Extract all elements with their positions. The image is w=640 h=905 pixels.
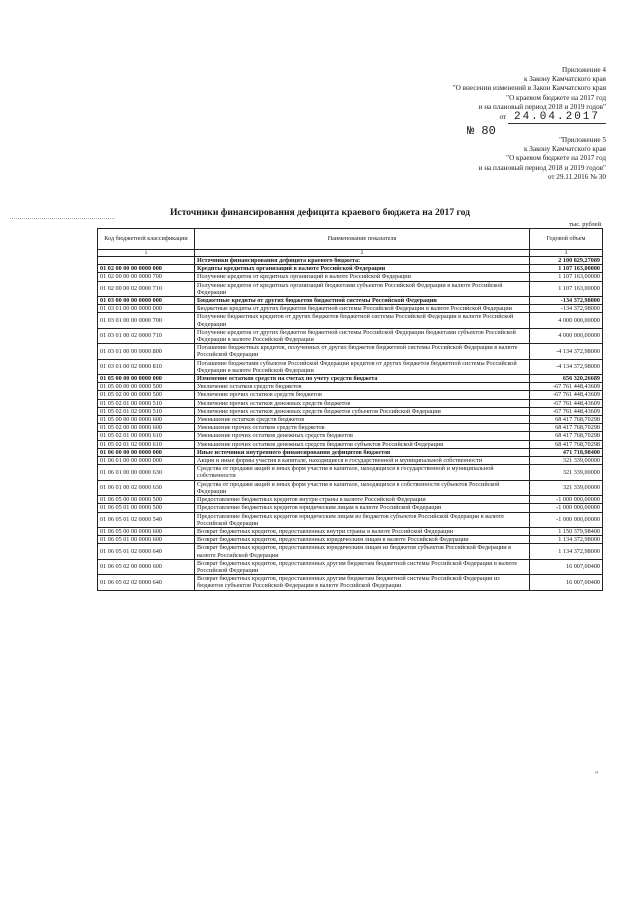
cell-name: Получение кредитов от других бюджетов бюджетной системы Российской Федерации бюджетами субъектов Российской Федерации в валюте Российской Федерации <box>195 328 530 343</box>
table-row <box>98 504 603 512</box>
appendix-5-line: и на плановый период 2018 и 2019 годов" <box>478 163 606 172</box>
cell-name: Погашение бюджетных кредитов, полученных от других бюджетов бюджетной системы Российской Федерации в валюте Российской Федерации <box>195 344 530 359</box>
table-row <box>98 575 603 590</box>
cell-name: Погашение бюджетами субъектов Российской Федерации кредитов от других бюджетов бюджетной системы Российской Федерации в валюте Российской Федерации <box>195 359 530 374</box>
cell-code: 01 02 00 00 00 0000 000 <box>98 265 195 273</box>
cell-code: 01 06 05 02 00 0000 600 <box>98 559 195 574</box>
cell-value: 1 107 163,00000 <box>530 273 603 281</box>
cell-value: -67 761 448,43609 <box>530 391 603 399</box>
cell-value: 68 417 768,70298 <box>530 440 603 448</box>
cell-code: 01 03 01 00 00 0000 000 <box>98 305 195 313</box>
document-title: Источники финансирования дефицита краевого бюджета на 2017 год <box>169 207 471 218</box>
cell-code: 01 03 01 00 02 0000 810 <box>98 359 195 374</box>
cell-code: 01 06 01 00 00 0000 000 <box>98 457 195 465</box>
cell-name: Возврат бюджетных кредитов, предоставленных другим бюджетам бюджетной системы Российской Федерации из бюджетов субъектов Российской Федерации в валюте Российской Федерации <box>195 575 530 590</box>
cell-value: -134 372,98000 <box>530 297 603 305</box>
table-row <box>98 496 603 504</box>
appendix-4-line: и на плановый период 2018 и 2019 годов" <box>478 102 606 111</box>
table-row <box>98 328 603 343</box>
cell-name: Увеличение прочих остатков денежных средств бюджетов субъектов Российской Федерации <box>195 407 530 415</box>
cell-value: 1 134 372,98000 <box>530 536 603 544</box>
cell-value: 1 107 163,00000 <box>530 281 603 296</box>
appendix-5-header <box>479 136 606 182</box>
table-row <box>98 512 603 527</box>
sources-table <box>97 228 603 591</box>
cell-value: 1 107 163,00000 <box>530 265 603 273</box>
column-header-name: Наименование показателя <box>195 229 530 250</box>
scan-artifact-line <box>10 218 115 219</box>
table-row <box>98 559 603 574</box>
table-row <box>98 383 603 391</box>
cell-name: Бюджетные кредиты от других бюджетов бюджетной системы Российской Федерации в валюте Российской Федерации <box>195 305 530 313</box>
cell-value: 68 417 768,70298 <box>530 424 603 432</box>
appendix-5-line: "Приложение 5 <box>559 136 606 144</box>
cell-code: 01 05 00 00 00 0000 600 <box>98 416 195 424</box>
table-row <box>98 480 603 495</box>
table-row <box>98 359 603 374</box>
cell-name: Возврат бюджетных кредитов, предоставленных внутри страны в валюте Российской Федерации <box>195 527 530 535</box>
cell-name: Изменение остатков средств на счетах по учету средств бюджета <box>195 375 530 383</box>
table-row <box>98 265 603 273</box>
column-header-code: Код бюджетной классификации <box>98 229 195 250</box>
table-row <box>98 440 603 448</box>
cell-value: 321 339,00000 <box>530 457 603 465</box>
cell-code: 01 05 02 01 02 0000 510 <box>98 407 195 415</box>
cell-value: 656 320,26689 <box>530 375 603 383</box>
law-date-value: 24.04.2017 <box>508 111 606 124</box>
cell-code: 01 06 05 01 02 0000 540 <box>98 512 195 527</box>
cell-code: 01 05 00 00 00 0000 500 <box>98 383 195 391</box>
cell-value: 1 134 372,98000 <box>530 544 603 559</box>
table-row <box>98 457 603 465</box>
cell-value: -1 000 000,00000 <box>530 512 603 527</box>
cell-code: 01 05 02 01 00 0000 510 <box>98 399 195 407</box>
law-number: № 80 <box>467 124 496 138</box>
table-row <box>98 527 603 535</box>
table-row <box>98 305 603 313</box>
cell-name: Средства от продажи акций и иных форм участия в капитале, находящихся в государственной и муниципальной собственности <box>195 465 530 480</box>
table-row <box>98 544 603 559</box>
cell-value: 321 339,00000 <box>530 480 603 495</box>
cell-value: 4 000 000,00000 <box>530 328 603 343</box>
appendix-5-line: к Закону Камчатского края <box>524 145 606 154</box>
cell-name: Получение кредитов от кредитных организаций бюджетами субъектов Российской Федерации в валюте Российской Федерации <box>195 281 530 296</box>
appendix-4-line: Приложение 4 <box>562 66 606 74</box>
table-row <box>98 424 603 432</box>
column-header-value: Годовой объем <box>530 229 603 250</box>
cell-value: 321 339,00000 <box>530 465 603 480</box>
table-row <box>98 448 603 456</box>
cell-value: -67 761 448,43609 <box>530 399 603 407</box>
table-row <box>98 536 603 544</box>
cell-value: 4 000 000,00000 <box>530 313 603 328</box>
cell-value: 1 150 379,98400 <box>530 527 603 535</box>
cell-value: 68 417 768,70298 <box>530 432 603 440</box>
table-row <box>98 465 603 480</box>
cell-code: 01 02 00 00 00 0000 700 <box>98 273 195 281</box>
date-prefix: от <box>499 113 507 122</box>
cell-name: Акции и иные формы участия в капитале, находящиеся в государственной и муниципальной собственности <box>195 457 530 465</box>
cell-value: -67 761 448,43609 <box>530 407 603 415</box>
cell-code: 01 03 01 00 00 0000 800 <box>98 344 195 359</box>
table-body <box>98 257 603 591</box>
cell-code: 01 06 00 00 00 0000 000 <box>98 448 195 456</box>
column-number-row <box>98 250 603 257</box>
cell-code: 01 03 00 00 00 0000 000 <box>98 297 195 305</box>
appendix-5-line: от 29.11.2016 № 30 <box>547 172 606 181</box>
cell-code: 01 05 02 01 00 0000 610 <box>98 432 195 440</box>
cell-code <box>98 257 195 265</box>
cell-code: 01 06 05 02 02 0000 640 <box>98 575 195 590</box>
cell-code: 01 05 02 00 00 0000 600 <box>98 424 195 432</box>
cell-name: Иные источники внутреннего финансирования дефицитов бюджетов <box>195 448 530 456</box>
table-row <box>98 344 603 359</box>
cell-code: 01 06 01 00 00 0000 630 <box>98 465 195 480</box>
table-row <box>98 257 603 265</box>
cell-code: 01 05 00 00 00 0000 000 <box>98 375 195 383</box>
cell-code: 01 06 05 01 02 0000 640 <box>98 544 195 559</box>
cell-name: Получение бюджетных кредитов от других бюджетов бюджетной системы Российской Федерации в валюте Российской Федерации <box>195 313 530 328</box>
cell-name: Уменьшение прочих остатков средств бюджетов <box>195 424 530 432</box>
cell-code: 01 06 05 00 00 0000 600 <box>98 527 195 535</box>
table-row <box>98 375 603 383</box>
column-number: 1 <box>98 250 195 257</box>
column-number: 2 <box>195 250 530 257</box>
table-row <box>98 391 603 399</box>
cell-name: Кредиты кредитных организаций в валюте Российской Федерации <box>195 265 530 273</box>
cell-name: Увеличение остатков средств бюджетов <box>195 383 530 391</box>
table-row <box>98 416 603 424</box>
appendix-4-line: "О краевом бюджете на 2017 год <box>506 93 606 102</box>
table-row <box>98 297 603 305</box>
appendix-4-line: к Закону Камчатского края <box>524 75 606 84</box>
cell-code: 01 06 01 00 02 0000 630 <box>98 480 195 495</box>
cell-name: Уменьшение остатков средств бюджетов <box>195 416 530 424</box>
table-header-row <box>98 229 603 250</box>
appendix-4-header <box>453 66 606 122</box>
cell-name: Возврат бюджетных кредитов, предоставленных другим бюджетам бюджетной системы Российской Федерации в валюте Российской Федерации <box>195 559 530 574</box>
cell-value: 16 007,00400 <box>530 559 603 574</box>
cell-value: 2 100 829,27089 <box>530 257 603 265</box>
cell-value: 471 718,98400 <box>530 448 603 456</box>
cell-name: Уменьшение прочих остатков денежных средств бюджетов <box>195 432 530 440</box>
table-row <box>98 273 603 281</box>
cell-name: Предоставление бюджетных кредитов юридическим лицам из бюджетов субъектов Российской Федерации в валюте Российской Федерации <box>195 512 530 527</box>
cell-code: 01 05 02 01 02 0000 610 <box>98 440 195 448</box>
cell-name: Увеличение прочих остатков средств бюджетов <box>195 391 530 399</box>
cell-name: Средства от продажи акций и иных форм участия в капитале, находящихся в собственности субъектов Российской Федерации <box>195 480 530 495</box>
table-row <box>98 313 603 328</box>
table-row <box>98 432 603 440</box>
cell-code: 01 05 02 00 00 0000 500 <box>98 391 195 399</box>
cell-value: -4 134 372,98000 <box>530 359 603 374</box>
table-row <box>98 407 603 415</box>
cell-value: 16 007,00400 <box>530 575 603 590</box>
table-row <box>98 399 603 407</box>
cell-name: Возврат бюджетных кредитов, предоставленных юридическим лицам в валюте Российской Федерации <box>195 536 530 544</box>
appendix-4-line: "О внесении изменений в Закон Камчатского края <box>452 84 606 93</box>
cell-value: -1 000 000,00000 <box>530 496 603 504</box>
cell-code: 01 06 05 01 00 0000 600 <box>98 536 195 544</box>
units-label: тыс. рублей <box>569 221 601 228</box>
appendix-5-line: "О краевом бюджете на 2017 год <box>506 154 606 163</box>
cell-code: 01 06 05 01 00 0000 500 <box>98 504 195 512</box>
column-number: 3 <box>530 250 603 257</box>
cell-value: -1 000 000,00000 <box>530 504 603 512</box>
table-row <box>98 281 603 296</box>
cell-name: Получение кредитов от кредитных организаций в валюте Российской Федерации <box>195 273 530 281</box>
cell-name: Бюджетные кредиты от других бюджетов бюджетной системы Российской Федерации <box>195 297 530 305</box>
cell-code: 01 03 01 00 02 0000 710 <box>98 328 195 343</box>
cell-value: -4 134 372,98000 <box>530 344 603 359</box>
law-date-line <box>453 113 606 122</box>
cell-name: Возврат бюджетных кредитов, предоставленных юридическим лицам из бюджетов субъектов Российской Федерации в валюте Российской Федерации <box>195 544 530 559</box>
trailing-quote-mark: " <box>595 770 599 779</box>
cell-name: Уменьшение прочих остатков денежных средств бюджетов субъектов Российской Федерации <box>195 440 530 448</box>
cell-name: Источники финансирования дефицита краевого бюджета: <box>195 257 530 265</box>
cell-value: -134 372,98000 <box>530 305 603 313</box>
cell-code: 01 02 00 00 02 0000 710 <box>98 281 195 296</box>
cell-code: 01 06 05 00 00 0000 500 <box>98 496 195 504</box>
cell-value: 68 417 768,70298 <box>530 416 603 424</box>
cell-name: Увеличение прочих остатков денежных средств бюджетов <box>195 399 530 407</box>
cell-name: Предоставление бюджетных кредитов внутри страны в валюте Российской Федерации <box>195 496 530 504</box>
cell-code: 01 03 01 00 00 0000 700 <box>98 313 195 328</box>
cell-name: Предоставление бюджетных кредитов юридическим лицам в валюте Российской Федерации <box>195 504 530 512</box>
cell-value: -67 761 448,43609 <box>530 383 603 391</box>
